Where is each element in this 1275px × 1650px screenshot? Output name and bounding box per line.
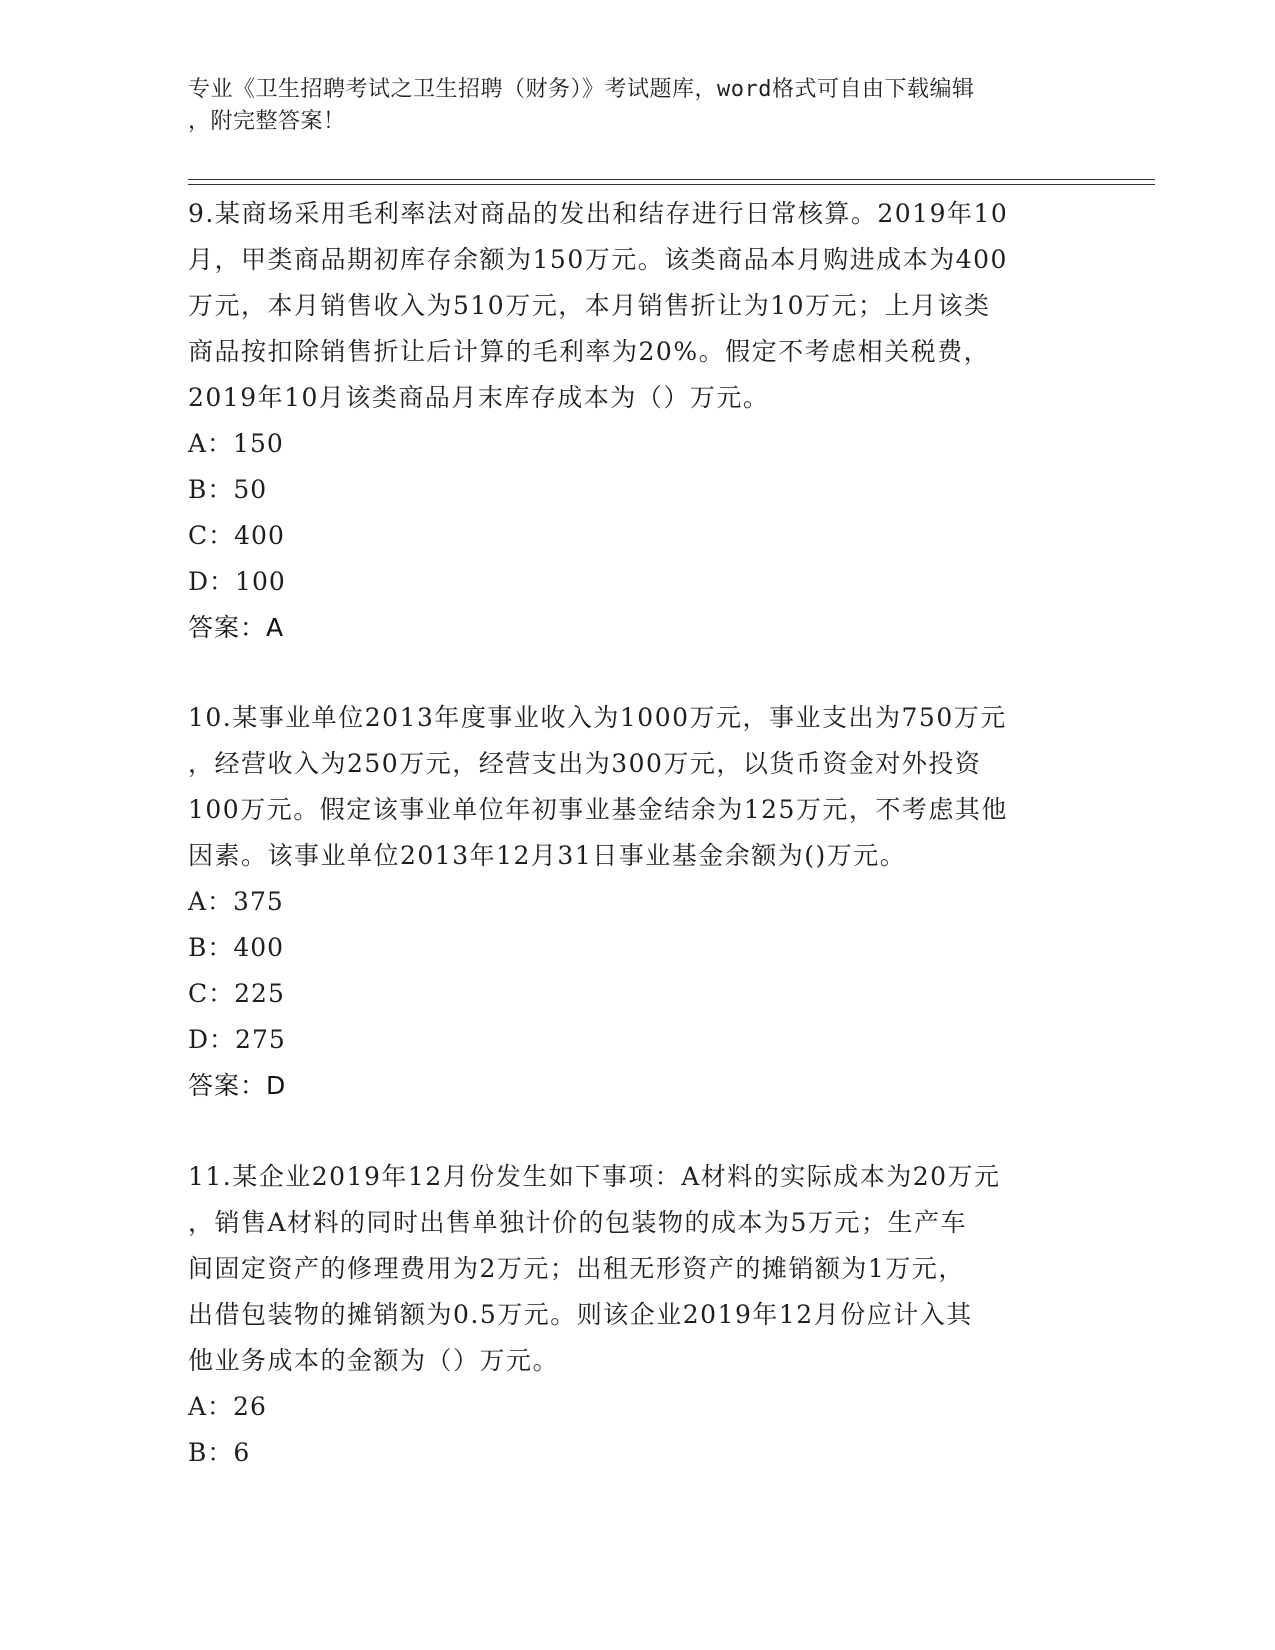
option-d: D：275 (188, 1025, 286, 1054)
question-line: ，经营收入为250万元，经营支出为300万元，以货币资金对外投资 (188, 749, 982, 778)
question-text (188, 1154, 1088, 1384)
question-line: 9.某商场采用毛利率法对商品的发出和结存进行日常核算。2019年10 (188, 199, 1009, 228)
option-a: A：150 (188, 429, 284, 458)
option-a: A：26 (188, 1392, 267, 1421)
question-line: 出借包装物的摊销额为0.5万元。则该企业2019年12月份应计入其 (188, 1300, 973, 1329)
option-c: C：225 (188, 979, 285, 1008)
option-b: B：6 (188, 1438, 251, 1467)
option-c: C：400 (188, 521, 285, 550)
question-text (188, 695, 1088, 879)
option-d: D：100 (188, 567, 286, 596)
question-line: 月，甲类商品期初库存余额为150万元。该类商品本月购进成本为400 (188, 245, 1008, 274)
header-line: ，附完整答案！ (188, 109, 346, 134)
question-line: 2019年10月该类商品月末库存成本为（）万元。 (188, 383, 770, 412)
question-11 (188, 1154, 1088, 1476)
question-line: 10.某事业单位2013年度事业收入为1000万元，事业支出为750万元 (188, 703, 1007, 732)
header-divider-top (188, 179, 1155, 180)
option-b: B：50 (188, 475, 268, 504)
option-a: A：375 (188, 887, 284, 916)
question-line: 他业务成本的金额为（）万元。 (188, 1346, 560, 1375)
header-divider-bottom (188, 184, 1155, 185)
question-line: ，销售A材料的同时出售单独计价的包装物的成本为5万元；生产车 (188, 1208, 967, 1237)
question-line: 万元，本月销售收入为510万元，本月销售折让为10万元；上月该类 (188, 291, 991, 320)
question-line: 间固定资产的修理费用为2万元；出租无形资产的摊销额为1万元， (188, 1254, 965, 1283)
question-line: 11.某企业2019年12月份发生如下事项：A材料的实际成本为20万元 (188, 1162, 1001, 1191)
question-10 (188, 695, 1088, 1109)
option-b: B：400 (188, 933, 285, 962)
question-line: 100万元。假定该事业单位年初事业基金结余为125万元，不考虑其他 (188, 795, 1008, 824)
question-line: 因素。该事业单位2013年12月31日事业基金余额为()万元。 (188, 841, 907, 870)
question-text (188, 191, 1088, 421)
header-line: 专业《卫生招聘考试之卫生招聘（财务）》考试题库，word格式可自由下载编辑 (188, 77, 975, 102)
answer-label: 答案：A (188, 613, 285, 642)
answer-label: 答案：D (188, 1071, 287, 1100)
question-line: 商品按扣除销售折让后计算的毛利率为20%。假定不考虑相关税费， (188, 337, 991, 366)
document-header (188, 74, 1088, 138)
question-9 (188, 191, 1088, 651)
